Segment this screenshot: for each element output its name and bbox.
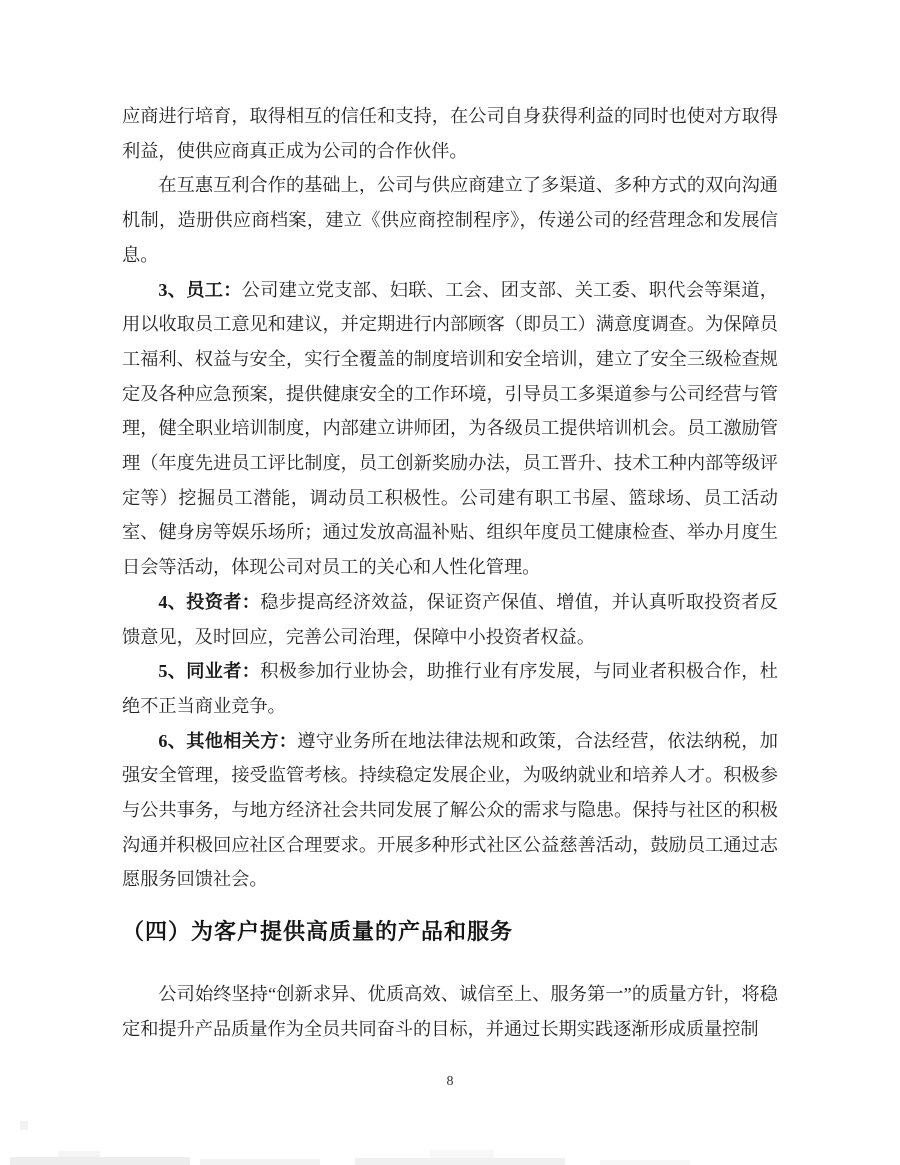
paragraph-supplier-communication: 在互惠互利合作的基础上，公司与供应商建立了多渠道、多种方式的双向沟通机制，造册供应商档案，建立《供应商控制程序》，传递公司的经营理念和发展信息。 bbox=[122, 175, 778, 265]
list-item-other-parties bbox=[122, 724, 778, 898]
list-item-peers-text: 积极参加行业协会，助推行业有序发展，与同业者积极合作，杜绝不正当商业竞争。 bbox=[122, 661, 778, 716]
list-item-other-parties-text: 遵守业务所在地法律法规和政策，合法经营，依法纳税，加强安全管理，接受监管考核。持续稳定发展企业，为吸纳就业和培养人才。积极参与公共事务，与地方经济社会共同发展了解公众的需求与隐患。保持与社区的积极沟通并积极回应社区合理要求。开展多种形式社区公益慈善活动，鼓励员工通过志愿服务回馈社会。 bbox=[122, 730, 778, 890]
list-item-investors-text: 稳步提高经济效益，保证资产保值、增值，并认真听取投资者反馈意见，及时回应，完善公司治理，保障中小投资者权益。 bbox=[122, 591, 778, 647]
list-item-investors-lead: 4、投资者： bbox=[158, 591, 261, 612]
paragraph-quality-intro: 公司始终坚持“创新求异、优质高效、诚信至上、服务第一”的质量方针，将稳定和提升产品质量作为全员共同奋斗的目标，并通过长期实践逐渐形成质量控制 bbox=[122, 984, 778, 1039]
scan-artifact bbox=[20, 1121, 28, 1130]
list-item-other-parties-lead: 6、其他相关方： bbox=[158, 730, 298, 751]
scan-artifact bbox=[600, 1160, 690, 1165]
scan-artifact bbox=[58, 1151, 100, 1157]
list-item-employees bbox=[122, 273, 778, 585]
paragraph-supplier-continued: 应商进行培育，取得相互的信任和支持，在公司自身获得利益的同时也使对方取得利益，使供应商真正成为公司的合作伙伴。 bbox=[122, 106, 778, 161]
list-item-investors bbox=[122, 585, 778, 654]
scan-artifact bbox=[200, 1159, 320, 1165]
scan-artifact bbox=[10, 1157, 190, 1165]
section-heading: （四）为客户提供高质量的产品和服务 bbox=[122, 919, 514, 945]
page-number: 8 bbox=[446, 1074, 454, 1089]
scan-artifact bbox=[355, 1158, 565, 1165]
list-item-employees-text: 公司建立党支部、妇联、工会、团支部、关工委、职代会等渠道，用以收取员工意见和建议，并定期进行内部顾客（即员工）满意度调查。为保障员工福利、权益与安全，实行全覆盖的制度培训和安全培训，建立了安全三级检查规定及各种应急预案，提供健康安全的工作环境，引导员工多渠道参与公司经营与管理，健全职业培训制度，内部建立讲师团，为各级员工提供培训机会。员工激励管理（年度先进员工评比制度，员工创新奖励办法，员工晋升、技术工种内部等级评定等）挖掘员工潜能，调动员工积极性。公司建有职工书屋、篮球场、员工活动室、健身房等娱乐场所；通过发放高温补贴、组织年度员工健康检查、举办月度生日会等活动，体现公司对员工的关心和人性化管理。 bbox=[122, 279, 778, 578]
scan-artifact bbox=[430, 1150, 494, 1158]
list-item-peers-lead: 5、同业者： bbox=[158, 661, 261, 682]
list-item-employees-lead: 3、员工： bbox=[158, 279, 242, 300]
list-item-peers bbox=[122, 654, 778, 723]
page-content bbox=[122, 99, 778, 1047]
